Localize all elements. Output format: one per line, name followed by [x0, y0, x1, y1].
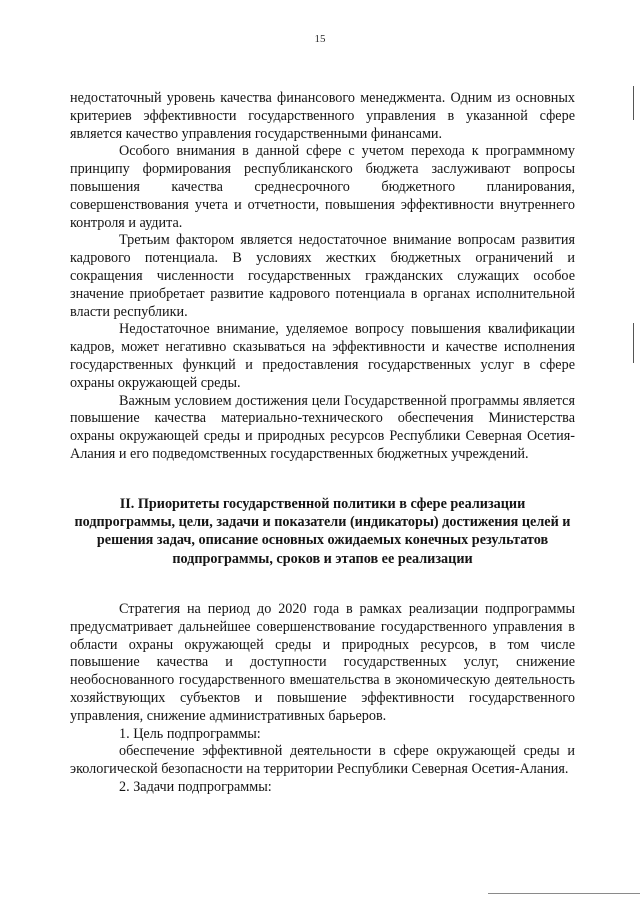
- page-number: 15: [314, 33, 326, 45]
- section-heading: II. Приоритеты государственной политики в сфере реализации подпрограммы, цели, задачи и показатели (индикаторы) достижения целей и решения задач, описание основных ожидаемых конечных результатов подпрограммы, сроков и этапов ее реализации: [74, 496, 571, 567]
- list-item: 2. Задачи подпрограммы:: [119, 778, 272, 795]
- body-text-after-heading: [70, 601, 575, 797]
- body-text-before-heading: [70, 90, 575, 464]
- scan-edge-mark: [633, 86, 634, 120]
- paragraph: Стратегия на период до 2020 года в рамках реализации подпрограммы предусматривает дальнейшее совершенствование государственного управления в области охраны окружающей среды и природных ресурсов, в том числе повышение качества и доступности государственных услуг, снижение необоснованного государственного вмешательства в экономическую деятельность хозяйствующих субъектов и повышение эффективности государственного управления, снижение административных барьеров.: [70, 601, 575, 724]
- paragraph: обеспечение эффективной деятельности в сфере окружающей среды и экологической безопасности на территории Республики Северная Осетия-Алания.: [70, 743, 575, 778]
- paragraph: Особого внимания в данной сфере с учетом перехода к программному принципу формирования республиканского бюджета заслуживают вопросы повышения качества среднесрочного бюджетного планирования, совершенствования учета и отчетности, повышения эффективности внутреннего контроля и аудита.: [70, 143, 575, 231]
- paragraph: Недостаточное внимание, уделяемое вопросу повышения квалификации кадров, может негативно сказываться на эффективности и качестве исполнения государственных функций и предоставления государственных услуг в сфере охраны окружающей среды.: [70, 321, 575, 391]
- paragraph: Важным условием достижения цели Государственной программы является повышение качества материально-технического обеспечения Министерства охраны окружающей среды и природных ресурсов Республики Северная Осетия-Алания и его подведомственных государственных бюджетных учреждений.: [70, 392, 575, 462]
- scan-edge-mark: [488, 893, 640, 894]
- paragraph: Третьим фактором является недостаточное внимание вопросам развития кадрового потенциала. В условиях жестких бюджетных ограничений и сокращения численности государственных гражданских служащих особое значение приобретает развитие кадрового потенциала в органах исполнительной власти республики.: [70, 232, 575, 320]
- list-item: 1. Цель подпрограммы:: [119, 725, 261, 742]
- scan-edge-mark: [633, 323, 634, 363]
- paragraph: недостаточный уровень качества финансового менеджмента. Одним из основных критериев эффективности государственного управления в указанной сфере является качество управления государственными финансами.: [70, 90, 575, 142]
